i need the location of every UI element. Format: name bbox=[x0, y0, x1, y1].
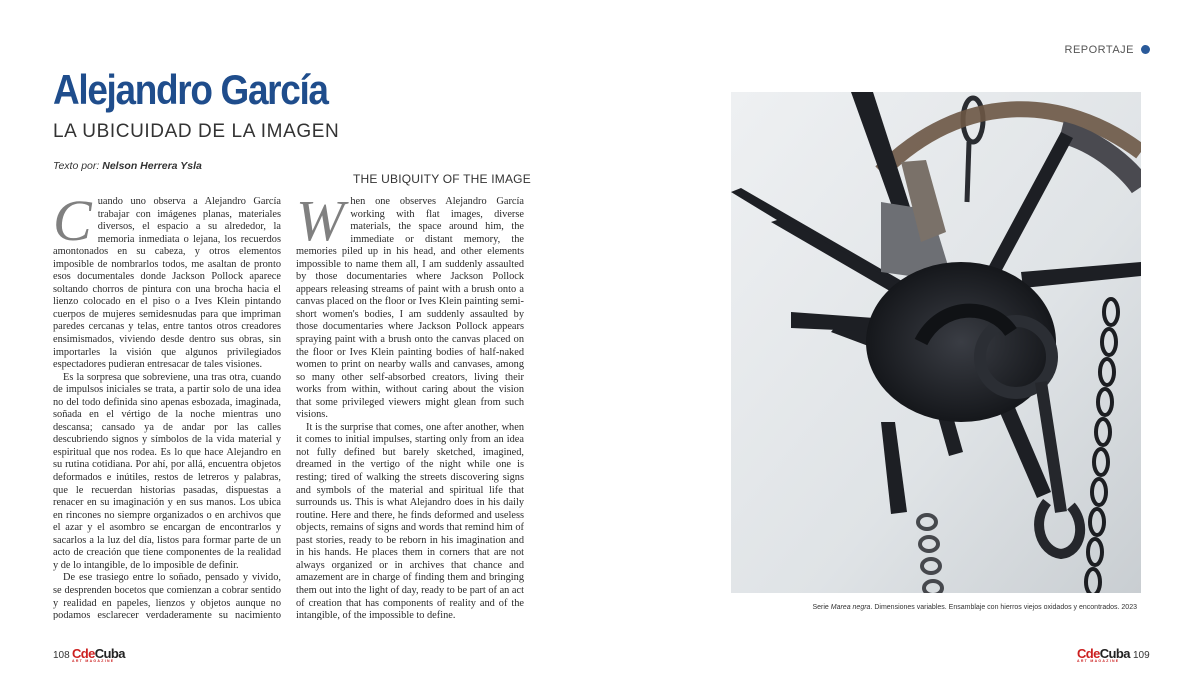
logo-part-1: Cde bbox=[1077, 646, 1100, 661]
logo-tagline: ART MAGAZINE bbox=[1077, 659, 1120, 663]
caption-prefix: Serie bbox=[812, 604, 831, 611]
english-dropcap: W bbox=[296, 196, 345, 253]
logo-part-2: Cuba bbox=[94, 646, 125, 661]
caption-details: . Dimensiones variables. Ensamblaje con hierros viejos oxidados y encontrados. 2023 bbox=[870, 604, 1137, 611]
english-paragraph-1 bbox=[296, 196, 524, 422]
caption-series-title: Marea negra bbox=[830, 604, 871, 611]
byline-label: Texto por: bbox=[53, 160, 100, 172]
spanish-paragraph-1 bbox=[53, 196, 281, 372]
article-title: Alejandro García bbox=[53, 66, 328, 113]
byline-author: Nelson Herrera Ysla bbox=[102, 160, 202, 172]
english-paragraph-1-text: hen one observes Alejandro García working with flat images, diverse materials, the space around him, the immediate or distant memory, the memories piled up in his head, and other elements impossible to name them all, I am suddenly assaulted by those documentaries where Jackson Pollock appears releasing streams of paint with a brush onto a canvas placed on the floor or Ives Klein painting semi-short women's bodies, I am suddenly assaulted by those documentaries where Jackson Pollock appears spraying paint with a brush onto the canvas placed on the floor or Ives Klein painting bodies of half-naked women to print on nearby walls and canvases, among so many other self-absorbed creators, living their works from within, without caring about the vision that some privileged viewers might glean from such visions. bbox=[296, 196, 524, 421]
logo-part-1: Cde bbox=[72, 646, 95, 661]
section-label: REPORTAJE bbox=[1064, 44, 1134, 56]
section-dot-icon bbox=[1141, 45, 1150, 54]
sculpture-photo bbox=[731, 92, 1141, 593]
page-number-left: 108 bbox=[53, 650, 70, 661]
english-heading: THE UBIQUITY OF THE IMAGE bbox=[353, 172, 531, 186]
english-paragraph-2: It is the surprise that comes, one after another, when it comes to initial impulses, starting only from an idea not fully defined but barely sketched, imagined, dreamed in the vertigo of the night while one is resting; tired of walking the streets discovering signs and symbols of the material and spiritual life that surrounds us. This is what Alejandro does in his daily routine. Here and there, he finds deformed and useless objects, remains of signs and words that remind him of past stories, ready to be reborn in his imagination and in his hands. He places them in corners that are not always organized or in archives that chance and amazement are in charge of finding them and bringing them out into the light of day, ready to be part of an act of creation that has components of reality and of the intangible, of the impossible to define. bbox=[296, 421, 524, 620]
page-number-right: 109 bbox=[1133, 650, 1150, 661]
magazine-logo-right bbox=[1077, 646, 1130, 661]
spanish-dropcap: C bbox=[53, 196, 92, 253]
magazine-logo-left bbox=[72, 646, 125, 661]
spanish-paragraph-2: Es la sorpresa que sobreviene, una tras otra, cuando de impulsos iniciales se trata, a partir solo de una idea no del todo definida sino apenas esbozada, imaginada, soñada en el vértigo de la noche mientras uno descansa; cansado ya de andar por las calles descubriendo signos y símbolos de la vida material y espiritual que nos rodea. Es lo que hace Alejandro en su rutina cotidiana. Por ahí, por allá, encuentra objetos deformados e inútiles, restos de letreros y palabras, que le recuerdan historias pasadas, dispuestas a renacer en su imaginación y en sus manos. Los ubica en rincones no siempre organizados o en archivos que el azar y el asombro se encargan de encontrarlos y sacarlos a la luz del día, listos para formar parte de un acto de creación que tiene componentes de la realidad y de lo intangible, de lo imposible de definir. bbox=[53, 371, 281, 571]
article-subtitle: LA UBICUIDAD DE LA IMAGEN bbox=[53, 121, 340, 142]
spanish-paragraph-3: De ese trasiego entre lo soñado, pensado y vivido, se desprenden bocetos que comienzan a cobrar sentido y realidad en papeles, lienzos y objetos aunque no podamos esclarecer verdaderamente su nacimiento bbox=[53, 572, 281, 620]
logo-part-2: Cuba bbox=[1099, 646, 1130, 661]
photo-caption bbox=[812, 604, 1137, 611]
spanish-paragraph-1-text: uando uno observa a Alejandro García trabajar con imágenes planas, materiales diversos, el espacio a su alrededor, la memoria inmediata o lejana, los recuerdos amontonados en su cabeza, y otros elementos imposible de nombrarlos todos, me asaltan de pronto esos documentales donde Jackson Pollock aparece soltando chorros de pintura con una brocha hacia el lienzo colocado en el piso o a Ives Klein pintando cuerpos de mujeres semidesnudas para que impriman paredes cercanas y telas, entre tantos otros creadores ensimismados, viviendo desde dentro sus obras, sin importarles la visión que algunos privilegiados espectadores pudieran entresacar de tales visiones. bbox=[53, 196, 281, 371]
spanish-text-column bbox=[53, 196, 281, 620]
english-text-column bbox=[296, 196, 524, 620]
logo-tagline: ART MAGAZINE bbox=[72, 659, 115, 663]
byline bbox=[53, 160, 202, 172]
